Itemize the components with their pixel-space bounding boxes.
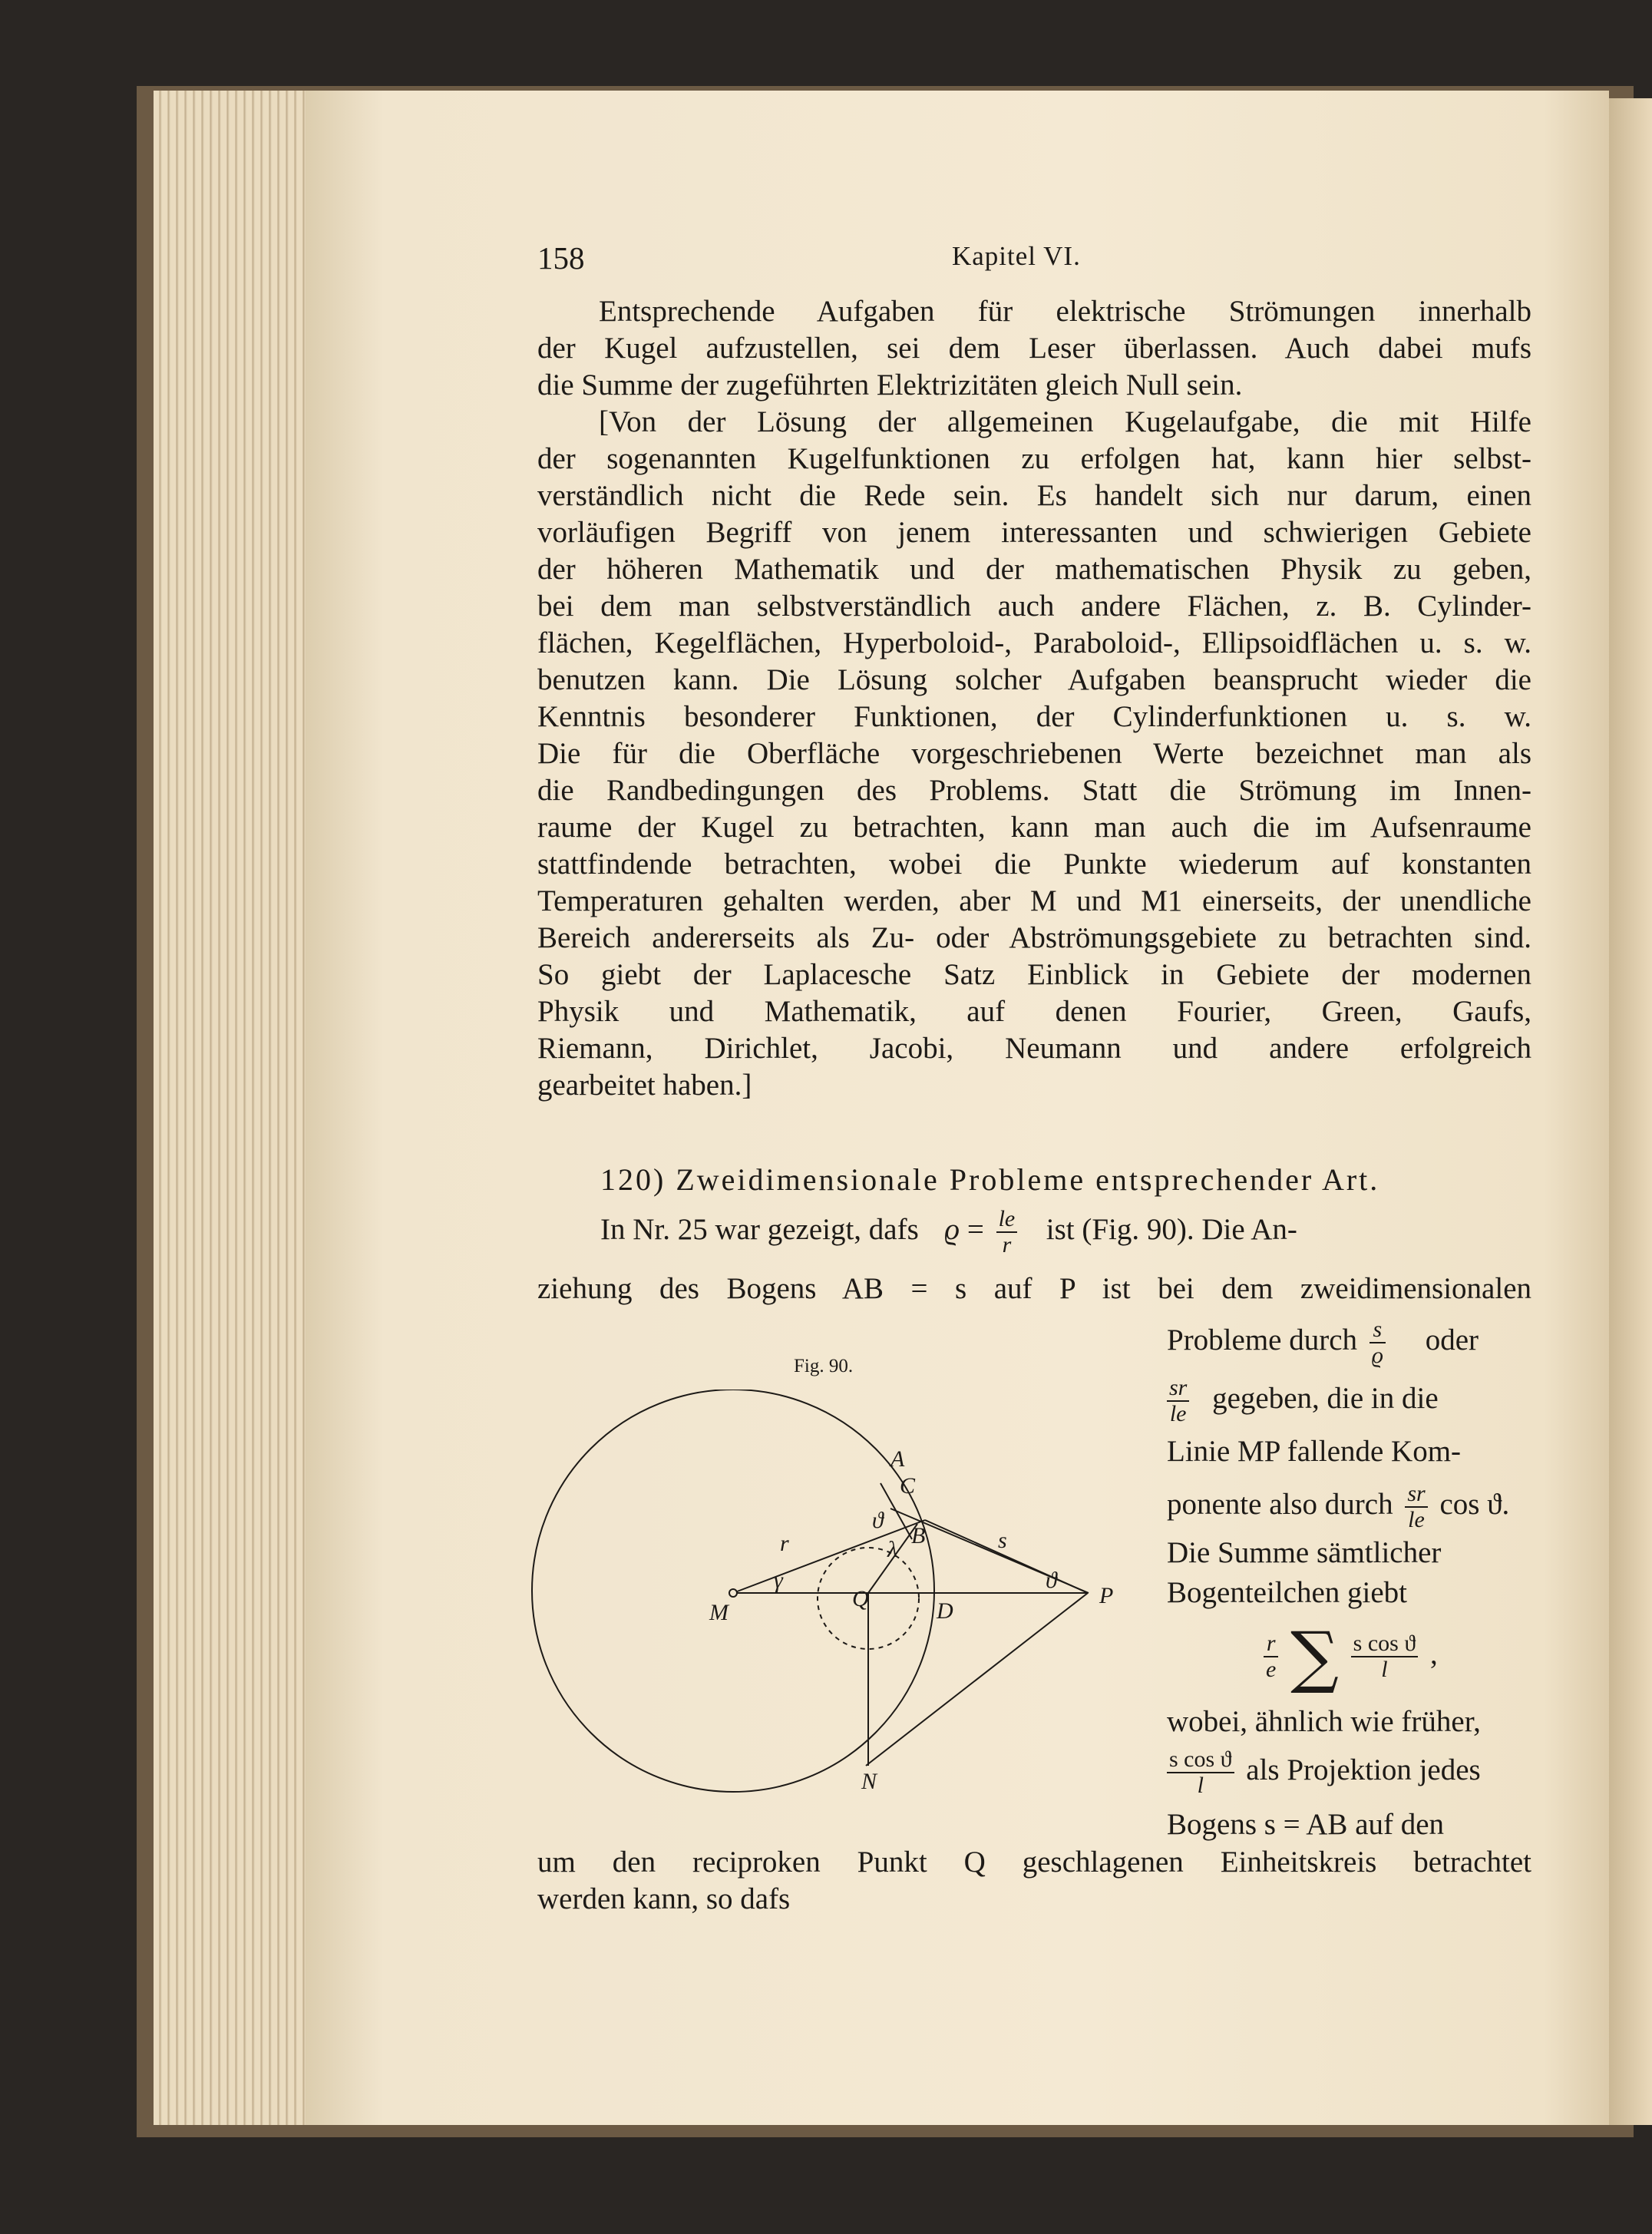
section-heading: 120) Zweidimensionale Probleme entsprechender Art.	[600, 1162, 1380, 1197]
paragraph-1-line: der Kugel aufzustellen, sei dem Leser überlassen. Auch dabei mufs	[537, 332, 1531, 365]
equals-sign: =	[966, 1212, 984, 1246]
label-r: r	[780, 1531, 789, 1556]
running-head: Kapitel VI.	[952, 241, 1081, 271]
paragraph-2-line: bei dem man selbstverständlich auch andere Flächen, z. B. Cylinder-	[537, 590, 1531, 623]
side-line-3: Linie MP fallende Kom-	[1167, 1435, 1462, 1468]
label-lambda: λ	[887, 1537, 897, 1562]
side-line-7: wobei, ähnlich wie früher,	[1167, 1705, 1481, 1738]
paragraph-2-line: verständlich nicht die Rede sein. Es handelt sich nur darum, einen	[537, 479, 1531, 512]
label-p: P	[1099, 1583, 1114, 1608]
paragraph-2-line: flächen, Kegelflächen, Hyperboloid-, Paraboloid-, Ellipsoidflächen u. s. w.	[537, 626, 1531, 659]
fraction-s-over-rho: $\frac{s}{ϱ}$	[1370, 1317, 1386, 1368]
label-q: Q	[852, 1586, 869, 1611]
paragraph-2-line: So giebt der Laplacesche Satz Einblick in Gebiete der modernen	[537, 958, 1531, 991]
fraction-sr-over-le: $\frac{sr}{le}$	[1167, 1376, 1189, 1426]
label-theta2: ϑ	[1046, 1568, 1057, 1593]
line-n-to-p	[866, 1593, 1088, 1766]
side-line-8: $\frac{\text{s cos ϑ}}{l}$ als Projektion jedes	[1167, 1747, 1481, 1798]
paragraph-2-line: benutzen kann. Die Lösung solcher Aufgaben beansprucht wieder die	[537, 663, 1531, 696]
figure-caption: Fig. 90.	[794, 1356, 854, 1376]
line-s-to-p	[890, 1509, 1089, 1593]
fraction-scos-over-l: $\frac{\text{s cos ϑ}}{l}$	[1351, 1631, 1419, 1682]
paragraph-2-line: Die für die Oberfläche vorgeschriebenen Werte bezeichnet man als	[537, 737, 1531, 770]
side-line-1: Probleme durch $\frac{s}{ϱ}$ oder	[1167, 1317, 1479, 1368]
page-number: 158	[537, 240, 585, 276]
fraction-scos-over-l: $\frac{\text{s cos ϑ}}{l}$	[1167, 1747, 1234, 1798]
page-stack-edge	[154, 91, 311, 2125]
paragraph-2-line: der sogenannten Kugelfunktionen zu erfolgen hat, kann hier selbst-	[537, 442, 1531, 475]
paragraph-2-line: der höheren Mathematik und der mathematischen Physik zu geben,	[537, 553, 1531, 586]
adjacent-page-edge	[1606, 98, 1652, 2125]
figure-90-diagram	[530, 1390, 1205, 2234]
label-s: s	[998, 1528, 1007, 1553]
paragraph-2-line: gearbeitet haben.]	[537, 1069, 752, 1102]
label-theta1: ϑ	[872, 1508, 884, 1533]
paragraph-2-line: vorläufigen Begriff von jenem interessanten und schwierigen Gebiete	[537, 516, 1531, 549]
label-n: N	[861, 1769, 877, 1794]
label-a: A	[890, 1446, 905, 1472]
paragraph-2-line: die Randbedingungen des Problems. Statt die Strömung im Innen-	[537, 774, 1531, 807]
side-line-9: Bogens s = AB auf den	[1167, 1808, 1445, 1841]
label-m: M	[709, 1600, 729, 1625]
fraction-le-over-r: $\frac{le}{r}$	[996, 1207, 1018, 1257]
paragraph-2-line: Riemann, Dirichlet, Jacobi, Neumann und andere erfolgreich	[537, 1032, 1531, 1065]
side-line-2: $\frac{sr}{le}$ gegeben, die in die	[1167, 1376, 1439, 1426]
text-line: ziehung des Bogens AB = s auf P ist bei dem zweidimensionalen	[537, 1272, 1531, 1305]
text-line: um den reciproken Punkt Q geschlagenen Einheitskreis betrachtet	[537, 1846, 1531, 1879]
paragraph-2-line: stattfindende betrachten, wobei die Punkte wiederum auf konstanten	[537, 848, 1531, 881]
label-gamma: γ	[774, 1568, 783, 1593]
point-m	[729, 1589, 737, 1597]
paragraph-1-line: die Summe der zugeführten Elektrizitäten gleich Null sein.	[537, 368, 1243, 402]
paragraph-2-line: Kenntnis besonderer Funktionen, der Cylinderfunktionen u. s. w.	[537, 700, 1531, 733]
paragraph-2-line: Temperaturen gehalten werden, aber M und M1 einerseits, der unendliche	[537, 884, 1531, 917]
line-text: In Nr. 25 war gezeigt, dafs	[600, 1212, 919, 1246]
equation-line-1	[600, 1207, 1297, 1257]
paragraph-1-line: Entsprechende Aufgaben für elektrische Strömungen innerhalb	[599, 295, 1531, 328]
paragraph-2-line: raume der Kugel zu betrachten, kann man auch die im Aufsenraume	[537, 811, 1531, 844]
rho-symbol: ϱ	[944, 1212, 960, 1246]
paragraph-2-line: Bereich andererseits als Zu- oder Abströmungsgebiete zu betrachten sind.	[537, 921, 1531, 954]
side-line-4: ponente also durch $\frac{sr}{le}$ cos ϑ.	[1167, 1481, 1510, 1532]
paragraph-2-line: [Von der Lösung der allgemeinen Kugelaufgabe, die mit Hilfe	[599, 405, 1531, 438]
paragraph-2-line: Physik und Mathematik, auf denen Fourier, Green, Gaufs,	[537, 995, 1531, 1028]
side-line-6: Bogenteilchen giebt	[1167, 1576, 1407, 1609]
text-line: werden kann, so dafs	[537, 1882, 791, 1915]
label-c: C	[900, 1473, 916, 1499]
line-text: ist (Fig. 90). Die An-	[1046, 1212, 1297, 1246]
sum-formula: $\frac{r}{e}$ ∑ $\frac{\text{s cos ϑ}}{l}$ ,	[1259, 1626, 1438, 1687]
sigma-symbol: ∑	[1290, 1617, 1339, 1696]
label-b: B	[911, 1523, 926, 1548]
side-line-5: Die Summe sämtlicher	[1167, 1536, 1442, 1569]
fraction-sr-over-le: $\frac{sr}{le}$	[1405, 1482, 1427, 1532]
fraction-r-over-e: $\frac{r}{e}$	[1264, 1631, 1278, 1682]
label-d: D	[937, 1598, 953, 1624]
